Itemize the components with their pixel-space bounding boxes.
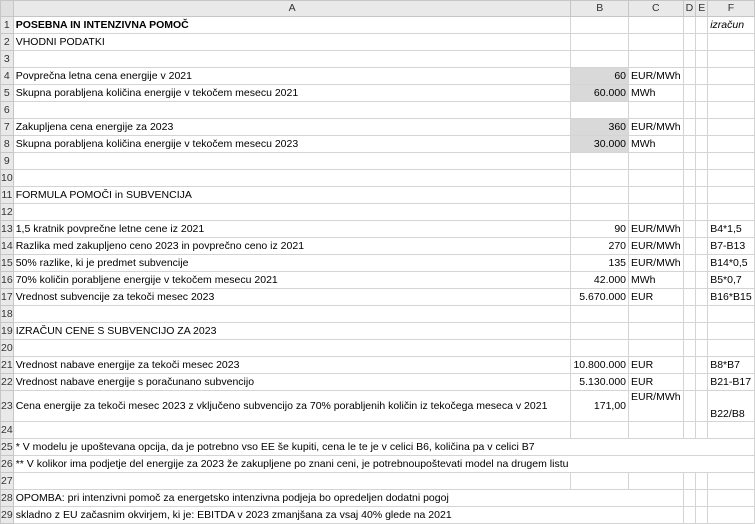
cell-a15[interactable]: 50% razlike, ki je predmet subvencije	[13, 255, 571, 272]
cell-d16[interactable]	[683, 272, 696, 289]
cell-d17[interactable]	[683, 289, 696, 306]
row-header[interactable]: 5	[1, 85, 14, 102]
cell-f6[interactable]	[708, 102, 754, 119]
cell-f28[interactable]	[708, 490, 754, 507]
cell-a1[interactable]: POSEBNA IN INTENZIVNA POMOČ	[13, 17, 571, 34]
cell-b20[interactable]	[571, 340, 629, 357]
cell-d9[interactable]	[683, 153, 696, 170]
cell-e5[interactable]	[696, 85, 708, 102]
cell-b26[interactable]	[571, 456, 629, 473]
cell-a24[interactable]	[13, 422, 571, 439]
cell-e1[interactable]	[696, 17, 708, 34]
row-12	[1, 204, 755, 221]
column-header-e[interactable]: E	[696, 1, 708, 17]
cell-e18[interactable]	[696, 306, 708, 323]
cell-d4[interactable]	[683, 68, 696, 85]
cell-d20[interactable]	[683, 340, 696, 357]
cell-b19[interactable]	[571, 323, 629, 340]
cell-c27[interactable]	[629, 473, 684, 490]
cell-b4[interactable]: 60	[571, 68, 629, 85]
cell-a22[interactable]: Vrednost nabave energije s poračunano subvencijo	[13, 374, 571, 391]
cell-d13[interactable]	[683, 221, 696, 238]
row-header[interactable]: 24	[1, 422, 14, 439]
cell-f21[interactable]: B8*B7	[708, 357, 754, 374]
cell-a27[interactable]	[13, 473, 571, 490]
row-header[interactable]: 28	[1, 490, 14, 507]
cell-c10[interactable]	[629, 170, 684, 187]
cell-e26[interactable]	[696, 456, 708, 473]
cell-b8[interactable]: 30.000	[571, 136, 629, 153]
row-header[interactable]: 12	[1, 204, 14, 221]
cell-f11[interactable]	[708, 187, 754, 204]
column-header-b[interactable]: B	[571, 1, 629, 17]
row-18	[1, 306, 755, 323]
cell-c22[interactable]: EUR	[629, 374, 684, 391]
cell-e29[interactable]	[696, 507, 708, 524]
row-5	[1, 85, 755, 102]
cell-d25[interactable]	[683, 439, 696, 456]
cell-a20[interactable]	[13, 340, 571, 357]
row-header[interactable]: 6	[1, 102, 14, 119]
row-28	[1, 490, 755, 507]
row-header[interactable]: 2	[1, 34, 14, 51]
cell-d15[interactable]	[683, 255, 696, 272]
cell-e8[interactable]	[696, 136, 708, 153]
cell-d14[interactable]	[683, 238, 696, 255]
row-20	[1, 340, 755, 357]
row-header[interactable]: 4	[1, 68, 14, 85]
cell-c29[interactable]	[629, 507, 684, 524]
row-29	[1, 507, 755, 524]
cell-c3[interactable]	[629, 51, 684, 68]
cell-c8[interactable]: MWh	[629, 136, 684, 153]
cell-d2[interactable]	[683, 34, 696, 51]
cell-e20[interactable]	[696, 340, 708, 357]
cell-a16[interactable]: 70% količin porabljene energije v tekočem mesecu 2021	[13, 272, 571, 289]
cell-f16[interactable]: B5*0,7	[708, 272, 754, 289]
row-header[interactable]: 3	[1, 51, 14, 68]
cell-c2[interactable]	[629, 34, 684, 51]
row-23	[1, 391, 755, 422]
cell-f24[interactable]	[708, 422, 754, 439]
cell-a21[interactable]: Vrednost nabave energije za tekoči mesec 2023	[13, 357, 571, 374]
cell-f14[interactable]: B7-B13	[708, 238, 754, 255]
cell-c21[interactable]: EUR	[629, 357, 684, 374]
cell-a25[interactable]: * V modelu je upoštevana opcija, da je potrebno vso EE še kupiti, cena le te je v celici B6, količina pa v celici B7	[13, 439, 571, 456]
cell-b7[interactable]: 360	[571, 119, 629, 136]
cell-f18[interactable]	[708, 306, 754, 323]
cell-f2[interactable]	[708, 34, 754, 51]
cell-f25[interactable]	[708, 439, 754, 456]
cell-d5[interactable]	[683, 85, 696, 102]
cell-b25[interactable]	[571, 439, 629, 456]
cell-a12[interactable]	[13, 204, 571, 221]
row-25	[1, 439, 755, 456]
row-header[interactable]: 9	[1, 153, 14, 170]
cell-a18[interactable]	[13, 306, 571, 323]
cell-f10[interactable]	[708, 170, 754, 187]
column-header-c[interactable]: C	[629, 1, 684, 17]
cell-e24[interactable]	[696, 422, 708, 439]
cell-b12[interactable]	[571, 204, 629, 221]
cell-e6[interactable]	[696, 102, 708, 119]
cell-a5[interactable]: Skupna porabljena količina energije v tekočem mesecu 2021	[13, 85, 571, 102]
cell-b17[interactable]: 5.670.000	[571, 289, 629, 306]
row-24	[1, 422, 755, 439]
column-header-a[interactable]: A	[13, 1, 571, 17]
cell-d12[interactable]	[683, 204, 696, 221]
cell-b15[interactable]: 135	[571, 255, 629, 272]
cell-b11[interactable]	[571, 187, 629, 204]
cell-d26[interactable]	[683, 456, 696, 473]
cell-f4[interactable]	[708, 68, 754, 85]
cell-f1[interactable]: izračun	[708, 17, 754, 34]
cell-c6[interactable]	[629, 102, 684, 119]
row-22	[1, 374, 755, 391]
cell-c13[interactable]: EUR/MWh	[629, 221, 684, 238]
row-7	[1, 119, 755, 136]
row-header[interactable]: 19	[1, 323, 14, 340]
cell-d23[interactable]	[683, 391, 696, 422]
cell-c23[interactable]: EUR/MWh	[629, 391, 684, 422]
cell-b13[interactable]: 90	[571, 221, 629, 238]
row-6	[1, 102, 755, 119]
cell-f9[interactable]	[708, 153, 754, 170]
row-4	[1, 68, 755, 85]
cell-f19[interactable]	[708, 323, 754, 340]
cell-e22[interactable]	[696, 374, 708, 391]
cell-d27[interactable]	[683, 473, 696, 490]
cell-c7[interactable]: EUR/MWh	[629, 119, 684, 136]
cell-e19[interactable]	[696, 323, 708, 340]
cell-f5[interactable]	[708, 85, 754, 102]
cell-c25[interactable]	[629, 439, 684, 456]
cell-c18[interactable]	[629, 306, 684, 323]
cell-d22[interactable]	[683, 374, 696, 391]
cell-b27[interactable]	[571, 473, 629, 490]
cell-c26[interactable]	[629, 456, 684, 473]
row-header[interactable]: 10	[1, 170, 14, 187]
cell-d1[interactable]	[683, 17, 696, 34]
cell-b29[interactable]	[571, 507, 629, 524]
row-header[interactable]: 22	[1, 374, 14, 391]
cell-b5[interactable]: 60.000	[571, 85, 629, 102]
cell-f23[interactable]: B22/B8	[708, 391, 754, 422]
column-header-d[interactable]: D	[683, 1, 696, 17]
row-1	[1, 17, 755, 34]
cell-d3[interactable]	[683, 51, 696, 68]
cell-b6[interactable]	[571, 102, 629, 119]
cell-d28[interactable]	[683, 490, 696, 507]
cell-d21[interactable]	[683, 357, 696, 374]
cell-a14[interactable]: Razlika med zakupljeno ceno 2023 in povprečno ceno iz 2021	[13, 238, 571, 255]
cell-a2[interactable]: VHODNI PODATKI	[13, 34, 571, 51]
row-19	[1, 323, 755, 340]
cell-e10[interactable]	[696, 170, 708, 187]
row-26	[1, 456, 755, 473]
cell-e7[interactable]	[696, 119, 708, 136]
row-header[interactable]: 21	[1, 357, 14, 374]
cell-a10[interactable]	[13, 170, 571, 187]
cell-c19[interactable]	[629, 323, 684, 340]
cell-e11[interactable]	[696, 187, 708, 204]
cell-c14[interactable]: EUR/MWh	[629, 238, 684, 255]
cell-a11[interactable]: FORMULA POMOČI in SUBVENCIJA	[13, 187, 571, 204]
cell-c20[interactable]	[629, 340, 684, 357]
row-header[interactable]: 27	[1, 473, 14, 490]
cell-e28[interactable]	[696, 490, 708, 507]
row-3	[1, 51, 755, 68]
row-27	[1, 473, 755, 490]
row-header[interactable]: 13	[1, 221, 14, 238]
cell-d11[interactable]	[683, 187, 696, 204]
cell-b16[interactable]: 42.000	[571, 272, 629, 289]
cell-e21[interactable]	[696, 357, 708, 374]
row-15	[1, 255, 755, 272]
cell-a19[interactable]: IZRAČUN CENE S SUBVENCIJO ZA 2023	[13, 323, 571, 340]
cell-f17[interactable]: B16*B15	[708, 289, 754, 306]
cell-a6[interactable]	[13, 102, 571, 119]
cell-c11[interactable]	[629, 187, 684, 204]
cell-b14[interactable]: 270	[571, 238, 629, 255]
cell-c16[interactable]: MWh	[629, 272, 684, 289]
cell-f3[interactable]	[708, 51, 754, 68]
cell-b3[interactable]	[571, 51, 629, 68]
cell-a4[interactable]: Povprečna letna cena energije v 2021	[13, 68, 571, 85]
row-header[interactable]: 14	[1, 238, 14, 255]
cell-f29[interactable]	[708, 507, 754, 524]
row-21	[1, 357, 755, 374]
cell-f15[interactable]: B14*0,5	[708, 255, 754, 272]
row-14	[1, 238, 755, 255]
cell-c9[interactable]	[629, 153, 684, 170]
cell-e27[interactable]	[696, 473, 708, 490]
cell-b22[interactable]: 5.130.000	[571, 374, 629, 391]
cell-d10[interactable]	[683, 170, 696, 187]
cell-b10[interactable]	[571, 170, 629, 187]
cell-b2[interactable]	[571, 34, 629, 51]
row-8	[1, 136, 755, 153]
cell-e17[interactable]	[696, 289, 708, 306]
cell-c5[interactable]: MWh	[629, 85, 684, 102]
cell-e16[interactable]	[696, 272, 708, 289]
cell-e23[interactable]	[696, 391, 708, 422]
cell-a17[interactable]: Vrednost subvencije za tekoči mesec 2023	[13, 289, 571, 306]
cell-e12[interactable]	[696, 204, 708, 221]
cell-a29[interactable]: skladno z EU začasnim okvirjem, ki je: EBITDA v 2023 zmanjšana za vsaj 40% glede na 2021	[13, 507, 571, 524]
cell-c28[interactable]	[629, 490, 684, 507]
row-9	[1, 153, 755, 170]
cell-b21[interactable]: 10.800.000	[571, 357, 629, 374]
cell-c17[interactable]: EUR	[629, 289, 684, 306]
cell-d19[interactable]	[683, 323, 696, 340]
cell-d6[interactable]	[683, 102, 696, 119]
cell-f26[interactable]	[708, 456, 754, 473]
cell-a8[interactable]: Skupna porabljena količina energije v tekočem mesecu 2023	[13, 136, 571, 153]
row-13	[1, 221, 755, 238]
row-header[interactable]: 29	[1, 507, 14, 524]
row-2	[1, 34, 755, 51]
cell-f8[interactable]	[708, 136, 754, 153]
row-header[interactable]: 20	[1, 340, 14, 357]
cell-d8[interactable]	[683, 136, 696, 153]
select-all-corner[interactable]	[1, 1, 14, 17]
cell-b28[interactable]	[571, 490, 629, 507]
cell-c4[interactable]: EUR/MWh	[629, 68, 684, 85]
cell-a26[interactable]: ** V kolikor ima podjetje del energije za 2023 že zakupljene po znani ceni, je potrebnoupoštevati model na drugem listu	[13, 456, 571, 473]
cell-e13[interactable]	[696, 221, 708, 238]
row-10	[1, 170, 755, 187]
cell-d24[interactable]	[683, 422, 696, 439]
cell-a7[interactable]: Zakupljena cena energije za 2023	[13, 119, 571, 136]
cell-b9[interactable]	[571, 153, 629, 170]
row-11	[1, 187, 755, 204]
cell-d7[interactable]	[683, 119, 696, 136]
row-header[interactable]: 11	[1, 187, 14, 204]
cell-b23[interactable]: 171,00	[571, 391, 629, 422]
cell-a9[interactable]	[13, 153, 571, 170]
cell-f7[interactable]	[708, 119, 754, 136]
cell-f12[interactable]	[708, 204, 754, 221]
cell-a28[interactable]: OPOMBA: pri intenzivni pomoč za energetsko intenzivna podjeja bo opredeljen dodatni pogoj	[13, 490, 571, 507]
row-header[interactable]: 15	[1, 255, 14, 272]
cell-e3[interactable]	[696, 51, 708, 68]
cell-e14[interactable]	[696, 238, 708, 255]
row-header[interactable]: 16	[1, 272, 14, 289]
row-header[interactable]: 1	[1, 17, 14, 34]
cell-e2[interactable]	[696, 34, 708, 51]
cell-f20[interactable]	[708, 340, 754, 357]
row-header[interactable]: 18	[1, 306, 14, 323]
row-header[interactable]: 8	[1, 136, 14, 153]
row-header[interactable]: 26	[1, 456, 14, 473]
cell-e4[interactable]	[696, 68, 708, 85]
cell-d29[interactable]	[683, 507, 696, 524]
cell-a3[interactable]	[13, 51, 571, 68]
column-header-f[interactable]: F	[708, 1, 754, 17]
row-header[interactable]: 7	[1, 119, 14, 136]
row-header[interactable]: 23	[1, 391, 14, 422]
cell-d18[interactable]	[683, 306, 696, 323]
cell-f22[interactable]: B21-B17	[708, 374, 754, 391]
cell-b1[interactable]	[571, 17, 629, 34]
cell-e25[interactable]	[696, 439, 708, 456]
cell-e15[interactable]	[696, 255, 708, 272]
row-header[interactable]: 25	[1, 439, 14, 456]
cell-c1[interactable]	[629, 17, 684, 34]
cell-a13[interactable]: 1,5 kratnik povprečne letne cene iz 2021	[13, 221, 571, 238]
cell-f27[interactable]	[708, 473, 754, 490]
cell-e9[interactable]	[696, 153, 708, 170]
cell-c24[interactable]	[629, 422, 684, 439]
cell-b18[interactable]	[571, 306, 629, 323]
row-header[interactable]: 17	[1, 289, 14, 306]
row-16	[1, 272, 755, 289]
column-header-row	[1, 1, 755, 17]
row-17	[1, 289, 755, 306]
cell-a23[interactable]: Cena energije za tekoči mesec 2023 z vključeno subvencijo za 70% porabljenih količin iz tekočega meseca v 2021	[13, 391, 571, 422]
cell-f13[interactable]: B4*1,5	[708, 221, 754, 238]
cell-c12[interactable]	[629, 204, 684, 221]
cell-b24[interactable]	[571, 422, 629, 439]
cell-c15[interactable]: EUR/MWh	[629, 255, 684, 272]
